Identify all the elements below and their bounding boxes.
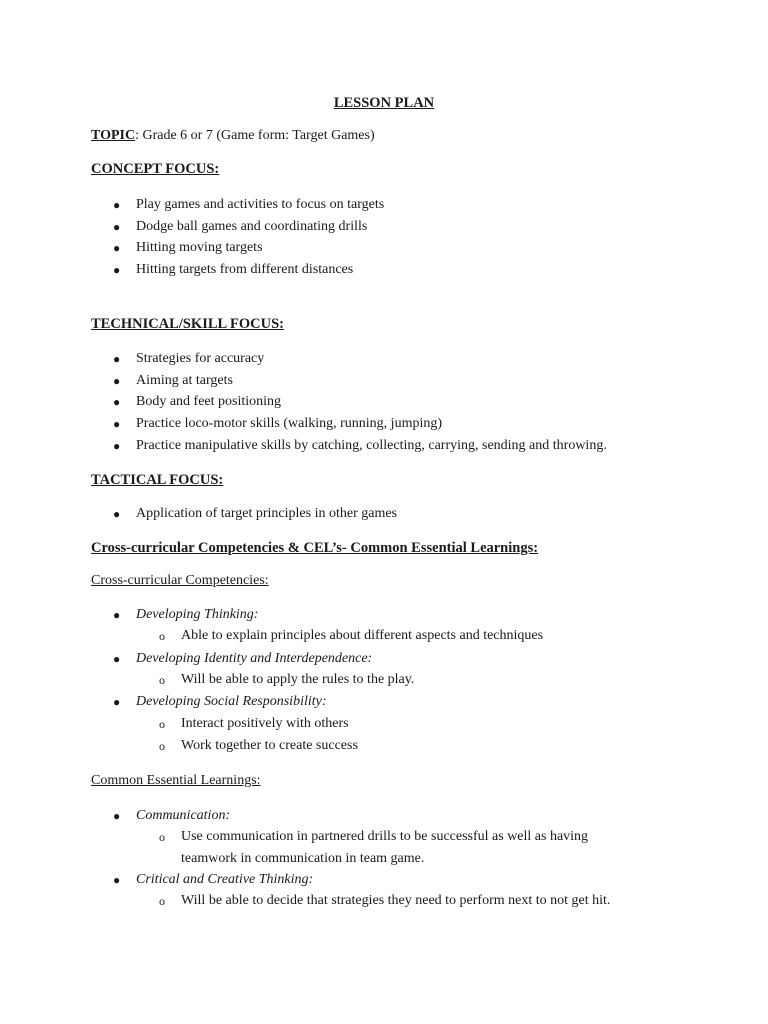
cel-label: Critical and Creative Thinking:	[136, 872, 314, 887]
bullet-icon: ●	[113, 241, 121, 255]
technical-item: Aiming at targets	[136, 373, 233, 388]
technical-item: Strategies for accuracy	[136, 351, 265, 366]
competency-detail: Interact positively with others	[181, 716, 349, 731]
bullet-icon: ●	[113, 417, 121, 431]
technical-item: Body and feet positioning	[136, 394, 282, 409]
sub-bullet-icon: o	[159, 894, 165, 908]
bullet-icon: ●	[113, 873, 121, 887]
concept-item: Hitting moving targets	[136, 240, 263, 255]
bullet-icon: ●	[113, 652, 121, 666]
sub-bullet-icon: o	[159, 673, 165, 687]
bullet-icon: ●	[113, 695, 121, 709]
cross-curricular-subheading: Cross-curricular Competencies:	[91, 573, 269, 588]
competency-detail: Able to explain principles about different aspects and techniques	[181, 628, 544, 643]
technical-focus-heading: TECHNICAL/SKILL FOCUS:	[91, 316, 284, 332]
bullet-icon: ●	[113, 809, 121, 823]
bullet-icon: ●	[113, 507, 121, 521]
bullet-icon: ●	[113, 608, 121, 622]
technical-item: Practice loco-motor skills (walking, running, jumping)	[136, 416, 443, 431]
bullet-icon: ●	[113, 220, 121, 234]
sub-bullet-icon: o	[159, 739, 165, 753]
technical-item: Practice manipulative skills by catching, collecting, carrying, sending and throwing.	[136, 438, 607, 453]
cross-curricular-heading: Cross-curricular Competencies & CEL’s- Common Essential Learnings:	[91, 540, 539, 556]
document-title: LESSON PLAN	[333, 95, 435, 111]
cel-label: Communication:	[136, 808, 231, 823]
concept-item: Hitting targets from different distances	[136, 262, 354, 277]
concept-focus-heading: CONCEPT FOCUS:	[91, 161, 220, 177]
competency-detail: Work together to create success	[181, 738, 358, 753]
topic-line	[91, 128, 375, 144]
cel-subheading: Common Essential Learnings:	[91, 773, 261, 788]
bullet-icon: ●	[113, 198, 121, 212]
bullet-icon: ●	[113, 374, 121, 388]
concept-item: Play games and activities to focus on targets	[136, 197, 385, 212]
bullet-icon: ●	[113, 439, 121, 453]
sub-bullet-icon: o	[159, 830, 165, 844]
bullet-icon: ●	[113, 263, 121, 277]
competency-detail: Will be able to apply the rules to the play.	[181, 672, 415, 687]
bullet-icon: ●	[113, 352, 121, 366]
sub-bullet-icon: o	[159, 717, 165, 731]
tactical-item: Application of target principles in other games	[136, 506, 398, 521]
sub-bullet-icon: o	[159, 629, 165, 643]
cel-detail: Will be able to decide that strategies they need to perform next to not get hit.	[181, 893, 611, 908]
competency-label: Developing Thinking:	[136, 607, 259, 622]
topic-label: TOPIC	[91, 128, 136, 143]
tactical-focus-heading: TACTICAL FOCUS:	[91, 472, 224, 488]
competency-label: Developing Identity and Interdependence:	[136, 651, 373, 666]
cel-detail: Use communication in partnered drills to be successful as well as having	[181, 829, 589, 844]
competency-label: Developing Social Responsibility:	[136, 694, 327, 709]
concept-item: Dodge ball games and coordinating drills	[136, 219, 368, 234]
topic-text: : Grade 6 or 7 (Game form: Target Games)	[135, 128, 375, 143]
bullet-icon: ●	[113, 395, 121, 409]
cel-detail: teamwork in communication in team game.	[181, 851, 425, 866]
